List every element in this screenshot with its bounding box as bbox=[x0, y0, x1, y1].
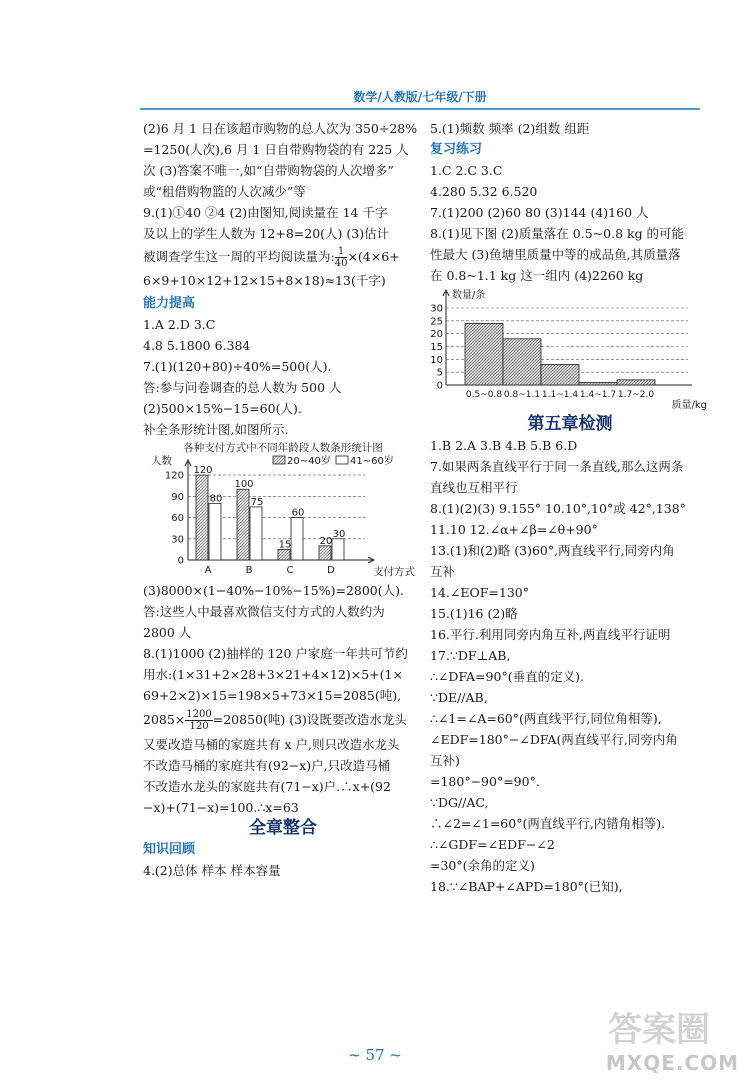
text-line: =1250(人次),6 月 1 日自带购物袋的有 225 人 bbox=[143, 142, 409, 157]
bar bbox=[503, 339, 541, 385]
fraction-numerator: 1200 bbox=[186, 709, 212, 720]
y-axis-label: 数量/条 bbox=[452, 290, 486, 301]
text-line: 1.C 2.C 3.C bbox=[430, 163, 503, 178]
bar bbox=[209, 503, 221, 560]
y-tick-label: 5 bbox=[436, 367, 443, 379]
y-tick-label: 20 bbox=[430, 329, 443, 341]
bar bbox=[617, 380, 655, 385]
data-label: 75 bbox=[250, 496, 264, 508]
data-label: 120 bbox=[193, 465, 213, 477]
page-number: ~ 57 ~ bbox=[348, 1046, 402, 1064]
text-line: 13.(1)和(2)略 (3)60°,两直线平行,同旁内角 bbox=[430, 543, 675, 558]
text-segment: 2085× bbox=[143, 712, 186, 727]
x-tick-label: D bbox=[327, 565, 335, 576]
header-title: 数学/人教版/七年级/下册 bbox=[353, 90, 487, 104]
text-line: ∴∠2=∠1=60°(两直线平行,内错角相等). bbox=[430, 816, 666, 831]
y-tick-label: 90 bbox=[171, 491, 184, 503]
bar bbox=[579, 382, 617, 385]
text-line: 9.(1)①40 ②4 (2)由图知,阅读量在 14 千字 bbox=[143, 205, 388, 220]
y-tick-label: 0 bbox=[177, 555, 184, 567]
bar bbox=[541, 364, 579, 385]
chart-title: 各种支付方式中不同年龄段人数条形统计图 bbox=[183, 442, 383, 454]
watermark-text: MXQE.COM bbox=[605, 1051, 740, 1075]
text-line: −x)+(71−x)=100.∴x=63 bbox=[143, 800, 299, 815]
text-line: 互补) bbox=[430, 753, 460, 768]
text-line: 互补 bbox=[430, 564, 456, 579]
text-line: 及以上的学生人数为 12+8=20(人) (3)估计 bbox=[143, 226, 390, 241]
data-label: 100 bbox=[234, 479, 254, 491]
y-tick-label: 60 bbox=[171, 513, 184, 525]
fraction-denominator: 40 bbox=[334, 258, 348, 269]
watermark-logo-icon: 答案圈 bbox=[608, 1010, 710, 1050]
text-line: 答:这些人中最喜欢微信支付方式的人数约为 bbox=[143, 604, 385, 619]
header-rule bbox=[140, 108, 700, 110]
y-tick-label: 30 bbox=[171, 534, 184, 546]
text-line: 6×9+10×12+12×15+8×18)≈13(千字) bbox=[143, 273, 386, 288]
watermark bbox=[600, 1000, 745, 1075]
text-line: 5.(1)频数 频率 (2)组数 组距 bbox=[430, 121, 590, 136]
text-line: 69+2×2)×15=198×5+73×15=2085(吨), bbox=[143, 688, 402, 703]
fraction bbox=[185, 709, 212, 732]
y-tick-label: 30 bbox=[430, 303, 443, 315]
text-line: 1.A 2.D 3.C bbox=[143, 317, 216, 332]
data-label: 20 bbox=[319, 535, 333, 547]
data-label: 80 bbox=[209, 493, 223, 505]
text-line: 2800 人 bbox=[143, 625, 192, 640]
fraction-numerator: 1 bbox=[335, 246, 348, 258]
x-tick-label: 1.4~1.7 bbox=[579, 390, 617, 400]
text-line: 性最大 (3)鱼塘里质量中等的成品鱼,其质量落 bbox=[430, 247, 681, 262]
x-tick-label: 0.8~1.1 bbox=[503, 390, 541, 400]
text-line: (2)500×15%−15=60(人). bbox=[143, 401, 302, 416]
x-tick-label: C bbox=[286, 565, 294, 576]
chapter-heading: 第五章检测 bbox=[527, 414, 613, 434]
text-line: 7.(1)(120+80)÷40%=500(人). bbox=[143, 359, 332, 374]
right-column bbox=[430, 118, 710, 897]
y-tick-label: 10 bbox=[430, 354, 443, 366]
text-line: ∴∠1=∠A=60°(两直线平行,同位角相等), bbox=[430, 711, 662, 726]
x-axis-label: 支付方式 bbox=[373, 566, 415, 578]
text-line: 又要改造马桶的家庭共有 x 户,则只改造水龙头 bbox=[143, 737, 400, 752]
legend-swatch-20-40 bbox=[273, 456, 285, 464]
text-line: 4.8 5.1800 6.384 bbox=[143, 338, 251, 353]
text-segment: =20850(吨) (3)设既要改造水龙头 bbox=[212, 712, 407, 727]
x-tick-label: 0.5~0.8 bbox=[465, 390, 503, 400]
chapter-heading: 全章整合 bbox=[249, 818, 317, 838]
text-line: 8.(1)1000 (2)抽样的 120 户家庭一年共可节约 bbox=[143, 646, 408, 661]
text-segment: 被调查学生这一周的平均阅读量为: bbox=[143, 249, 335, 264]
x-tick-label: 1.7~2.0 bbox=[617, 390, 655, 400]
text-line: 11.10 12.∠α+∠β=∠θ+90° bbox=[430, 522, 598, 537]
x-tick-label: 1.1~1.4 bbox=[541, 390, 579, 400]
fraction-denominator: 120 bbox=[189, 721, 209, 732]
bar bbox=[196, 475, 208, 560]
fish-weight-histogram bbox=[430, 286, 710, 414]
y-tick-label: 0 bbox=[436, 380, 443, 392]
text-line: 或“租借购物篮的人次减少”等 bbox=[143, 184, 306, 199]
legend-swatch-41-60 bbox=[336, 456, 348, 464]
text-line: =30°(余角的定义) bbox=[430, 858, 535, 873]
text-line: 8.(1)见下图 (2)质量落在 0.5~0.8 kg 的可能 bbox=[430, 226, 685, 241]
legend-label-41-60: 41~60岁 bbox=[350, 456, 394, 467]
text-line: 次 (3)答案不唯一,如“自带购物袋的人次增多” bbox=[143, 163, 394, 178]
text-line: 补全条形统计图,如图所示. bbox=[143, 422, 289, 437]
text-line: =180°−90°=90°. bbox=[430, 774, 540, 789]
bar bbox=[291, 518, 303, 560]
y-tick-label: 25 bbox=[430, 316, 443, 328]
text-line: ∠EDF=180°−∠DFA(两直线平行,同旁内角 bbox=[430, 732, 678, 747]
text-line: ∴∠GDF=∠EDF−∠2 bbox=[430, 837, 555, 852]
section-heading: 能力提高 bbox=[143, 296, 196, 311]
left-column bbox=[143, 118, 423, 881]
legend-label-20-40: 20~40岁 bbox=[287, 456, 331, 467]
bar bbox=[278, 549, 290, 560]
data-label: 30 bbox=[332, 528, 346, 540]
text-line: 15.(1)16 (2)略 bbox=[430, 606, 518, 621]
text-line: (3)8000×(1−40%−10%−15%)=2800(人). bbox=[143, 583, 404, 598]
data-label: 15 bbox=[278, 539, 292, 551]
text-line: 4.(2)总体 样本 样本容量 bbox=[143, 863, 281, 878]
text-line: 在 0.8~1.1 kg 这一组内 (4)2260 kg bbox=[430, 268, 644, 283]
fraction bbox=[335, 246, 348, 269]
text-line-fraction bbox=[143, 706, 423, 734]
bar bbox=[319, 546, 331, 560]
text-line: 直线也互相平行 bbox=[430, 480, 518, 495]
text-line: (2)6 月 1 日在该超市购物的总人次为 350÷28% bbox=[143, 121, 418, 136]
payment-bar-chart bbox=[143, 440, 418, 580]
text-line: 17.∵DF⊥AB, bbox=[430, 648, 511, 663]
text-line: 7.如果两条直线平行于同一条直线,那么这两条 bbox=[430, 459, 684, 474]
text-segment: ×(4×6+ bbox=[347, 249, 400, 264]
x-tick-label: B bbox=[245, 565, 253, 576]
text-line: 不改造水龙头的家庭共有(71−x)户.∴x+(92 bbox=[143, 779, 391, 794]
x-axis-label: 质量/kg bbox=[671, 400, 707, 411]
section-heading: 复习练习 bbox=[430, 142, 483, 157]
text-line: ∴∠DFA=90°(垂直的定义). bbox=[430, 669, 584, 684]
text-line: 7.(1)200 (2)60 80 (3)144 (4)160 人 bbox=[430, 205, 649, 220]
legend bbox=[273, 454, 394, 467]
text-line: 用水:(1×31+2×28+3×21+4×12)×5+(1× bbox=[143, 667, 403, 682]
text-line: 18.∵∠BAP+∠APD=180°(已知), bbox=[430, 879, 623, 894]
text-line: ∵DG//AC, bbox=[430, 795, 489, 810]
text-line: 不改造马桶的家庭共有(92−x)户,只改造马桶 bbox=[143, 758, 391, 773]
bar bbox=[237, 489, 249, 560]
text-line: 14.∠EOF=130° bbox=[430, 585, 529, 600]
section-heading: 知识回顾 bbox=[143, 842, 196, 857]
text-line: 8.(1)(2)(3) 9.155° 10.10°,10°或 42°,138° bbox=[430, 501, 686, 516]
bar bbox=[250, 507, 262, 560]
y-tick-label: 120 bbox=[164, 470, 184, 482]
text-line: 1.B 2.A 3.B 4.B 5.B 6.D bbox=[430, 438, 578, 453]
y-axis-label: 人数 bbox=[151, 455, 172, 467]
text-line: 答:参与问卷调查的总人数为 500 人 bbox=[143, 380, 342, 395]
data-label: 60 bbox=[291, 507, 305, 519]
text-line: 16.平行.利用同旁内角互补,两直线平行证明 bbox=[430, 627, 671, 642]
page-header bbox=[140, 88, 700, 110]
text-line-fraction bbox=[143, 244, 423, 270]
bar bbox=[465, 323, 503, 385]
bar bbox=[332, 539, 344, 560]
text-line: ∵DE//AB, bbox=[430, 690, 488, 705]
y-tick-label: 15 bbox=[430, 342, 443, 353]
text-line: 4.280 5.32 6.520 bbox=[430, 184, 538, 199]
x-tick-label: A bbox=[204, 565, 212, 576]
